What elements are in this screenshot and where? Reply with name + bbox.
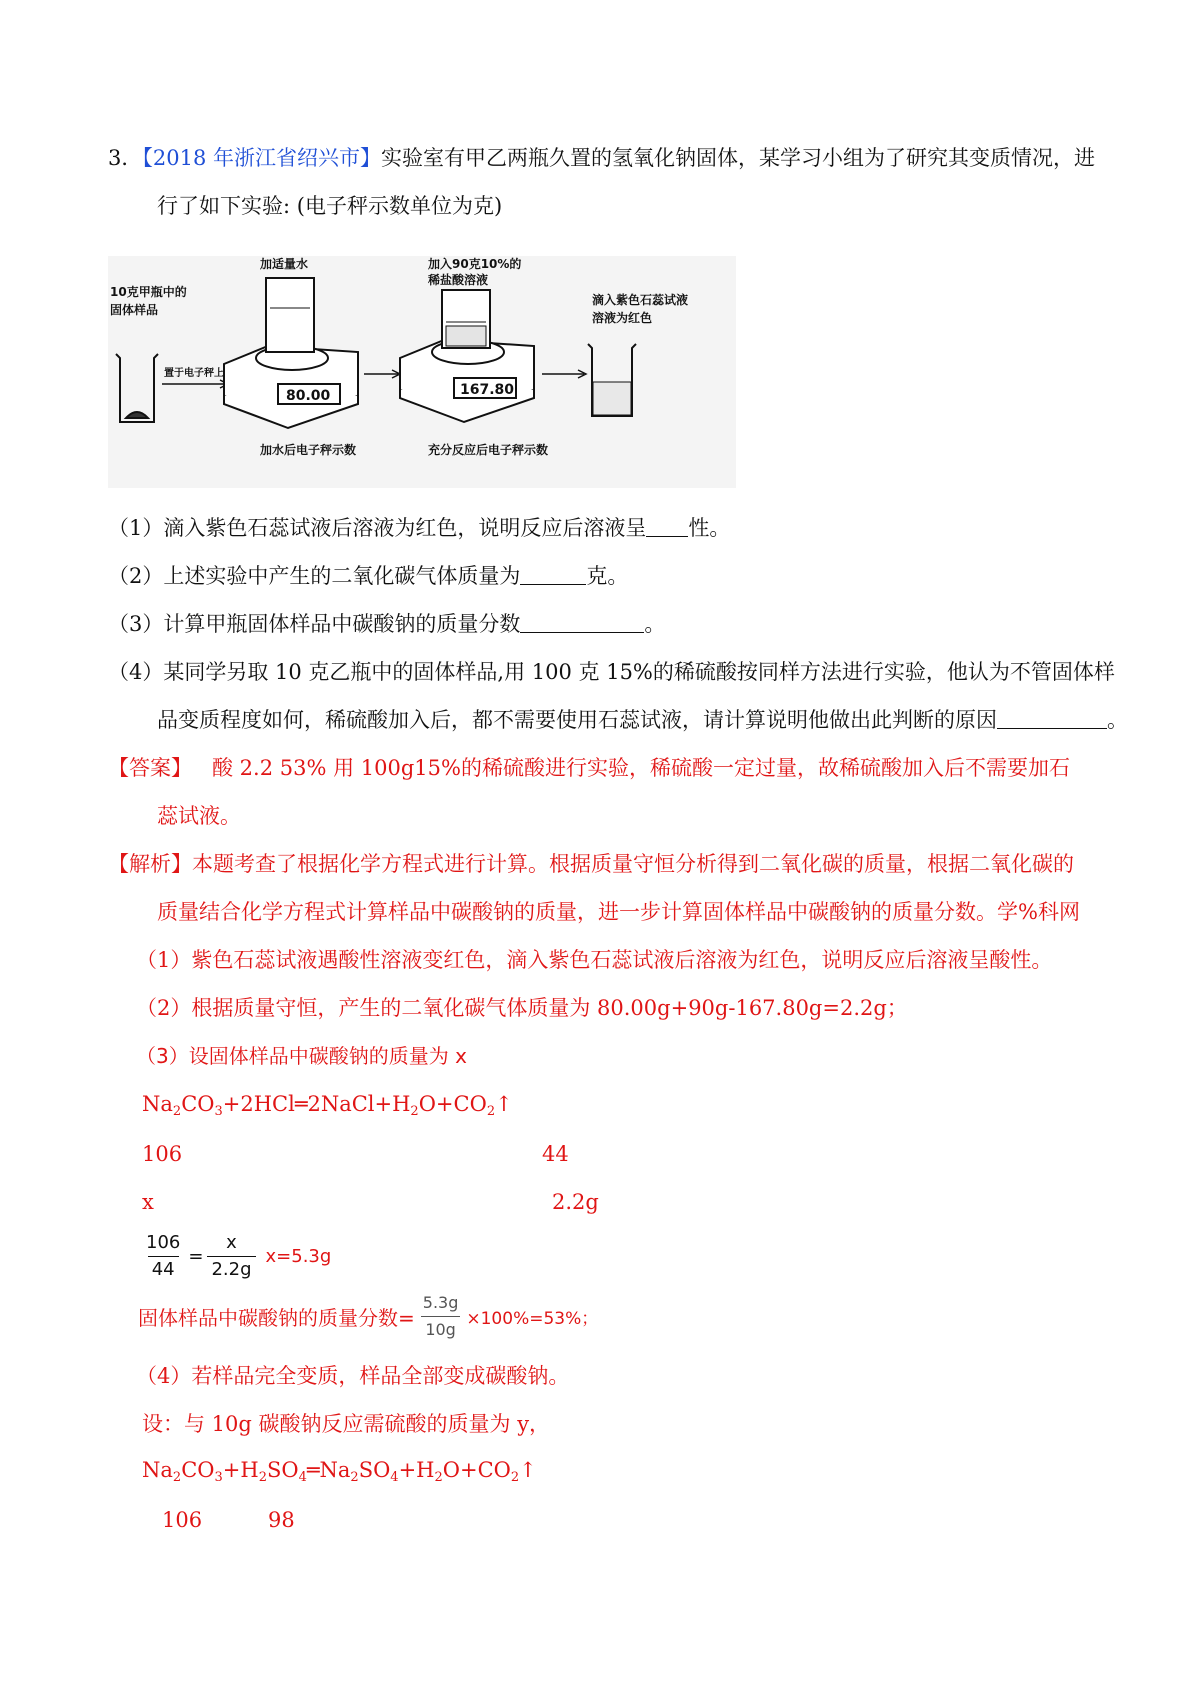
analysis-line-2: 质量结合化学方程式计算样品中碳酸钠的质量，进一步计算固体样品中碳酸钠的质量分数。学%科网 bbox=[157, 900, 1080, 924]
label-acid-1: 加入90克10%的 bbox=[428, 257, 522, 271]
question-line-2: 行了如下实验: (电子秤示数单位为克) bbox=[157, 194, 503, 218]
label-sample-1: 10克甲瓶中的 bbox=[110, 285, 187, 299]
scale-2-reading: 167.80 bbox=[460, 382, 515, 398]
analysis-tag: 【解析】 bbox=[108, 852, 192, 876]
caption-2: 充分反应后电子秤示数 bbox=[428, 443, 549, 457]
ratio-equation: $\frac{106}{44}$ = $\frac{x}{2.2g}$ x=5.3g bbox=[138, 1230, 331, 1283]
mass-x: x bbox=[142, 1190, 154, 1214]
answer-blank bbox=[520, 566, 586, 585]
answer-line-2: 蕊试液。 bbox=[157, 804, 241, 828]
question-line-1 bbox=[108, 142, 1095, 172]
answer-tag: 【答案】 bbox=[108, 756, 192, 780]
label-water: 加适量水 bbox=[260, 257, 309, 271]
answer-blank bbox=[646, 518, 688, 537]
subquestion-4-line-1: （4）某同学另取 10 克乙瓶中的固体样品,用 100 克 15%的稀硫酸按同样方法进行实验，他认为不管固体样 bbox=[108, 660, 1115, 684]
mass-fraction: 固体样品中碳酸钠的质量分数= $\frac{5.3g}{10g}$ ×100%=53%； bbox=[138, 1290, 598, 1343]
question-number: 3． bbox=[108, 146, 143, 170]
label-acid-2: 稀盐酸溶液 bbox=[428, 273, 489, 287]
answer-blank bbox=[997, 710, 1107, 729]
mass-44: 44 bbox=[542, 1142, 569, 1166]
label-litmus-2: 溶液为红色 bbox=[592, 311, 653, 325]
mass-106-b: 106 bbox=[162, 1508, 203, 1532]
question-source: 【2018 年浙江省绍兴市】 bbox=[142, 146, 381, 170]
mass-98: 98 bbox=[268, 1508, 295, 1532]
caption-1: 加水后电子秤示数 bbox=[260, 443, 357, 457]
answer-line-1 bbox=[108, 752, 1070, 782]
answer-blank bbox=[520, 614, 644, 633]
label-litmus-1: 滴入紫色石蕊试液 bbox=[592, 293, 689, 307]
mass-106: 106 bbox=[142, 1142, 183, 1166]
analysis-p2: （2）根据质量守恒，产生的二氧化碳气体质量为 80.00g+90g-167.80g=2.2g； bbox=[136, 996, 908, 1020]
scale-1-reading: 80.00 bbox=[286, 388, 331, 404]
analysis-p1: （1）紫色石蕊试液遇酸性溶液变红色，滴入紫色石蕊试液后溶液为红色，说明反应后溶液呈酸性。 bbox=[136, 948, 1053, 972]
label-sample-2: 固体样品 bbox=[110, 303, 159, 317]
experiment-figure bbox=[108, 256, 736, 488]
subquestion-2: （2）上述实验中产生的二氧化碳气体质量为 克。 bbox=[108, 564, 629, 588]
answer-text-1: 酸 2.2 53% 用 100g15%的稀硫酸进行实验，稀硫酸一定过量，故稀硫酸加入后不需要加石 bbox=[212, 756, 1070, 780]
equation-1: $Na_2CO_3+2HCl═2NaCl+H_2O+CO_2↑$ bbox=[142, 1092, 513, 1119]
analysis-line-1: 【解析】本题考查了根据化学方程式进行计算。根据质量守恒分析得到二氧化碳的质量，根据二氧化碳的 bbox=[108, 852, 1074, 876]
question-text-1: 实验室有甲乙两瓶久置的氢氧化钠固体，某学习小组为了研究其变质情况，进 bbox=[381, 146, 1095, 170]
analysis-p5: 设：与 10g 碳酸钠反应需硫酸的质量为 y， bbox=[142, 1412, 551, 1436]
analysis-p4: （4）若样品完全变质，样品全部变成碳酸钠。 bbox=[136, 1364, 570, 1388]
mass-2-2g: 2.2g bbox=[552, 1190, 599, 1214]
subquestion-3: （3）计算甲瓶固体样品中碳酸钠的质量分数 。 bbox=[108, 612, 666, 636]
equation-2: $Na_2CO_3+H_2SO_4═Na_2SO_4+H_2O+CO_2↑$ bbox=[142, 1458, 537, 1485]
subquestion-1: （1）滴入紫色石蕊试液后溶液为红色，说明反应后溶液呈 性。 bbox=[108, 516, 731, 540]
label-put: 置于电子秤上 bbox=[164, 368, 224, 379]
analysis-p3: （3）设固体样品中碳酸钠的质量为 x bbox=[136, 1044, 467, 1068]
subquestion-4-line-2: 品变质程度如何，稀硫酸加入后，都不需要使用石蕊试液，请计算说明他做出此判断的原因 。 bbox=[157, 708, 1128, 732]
